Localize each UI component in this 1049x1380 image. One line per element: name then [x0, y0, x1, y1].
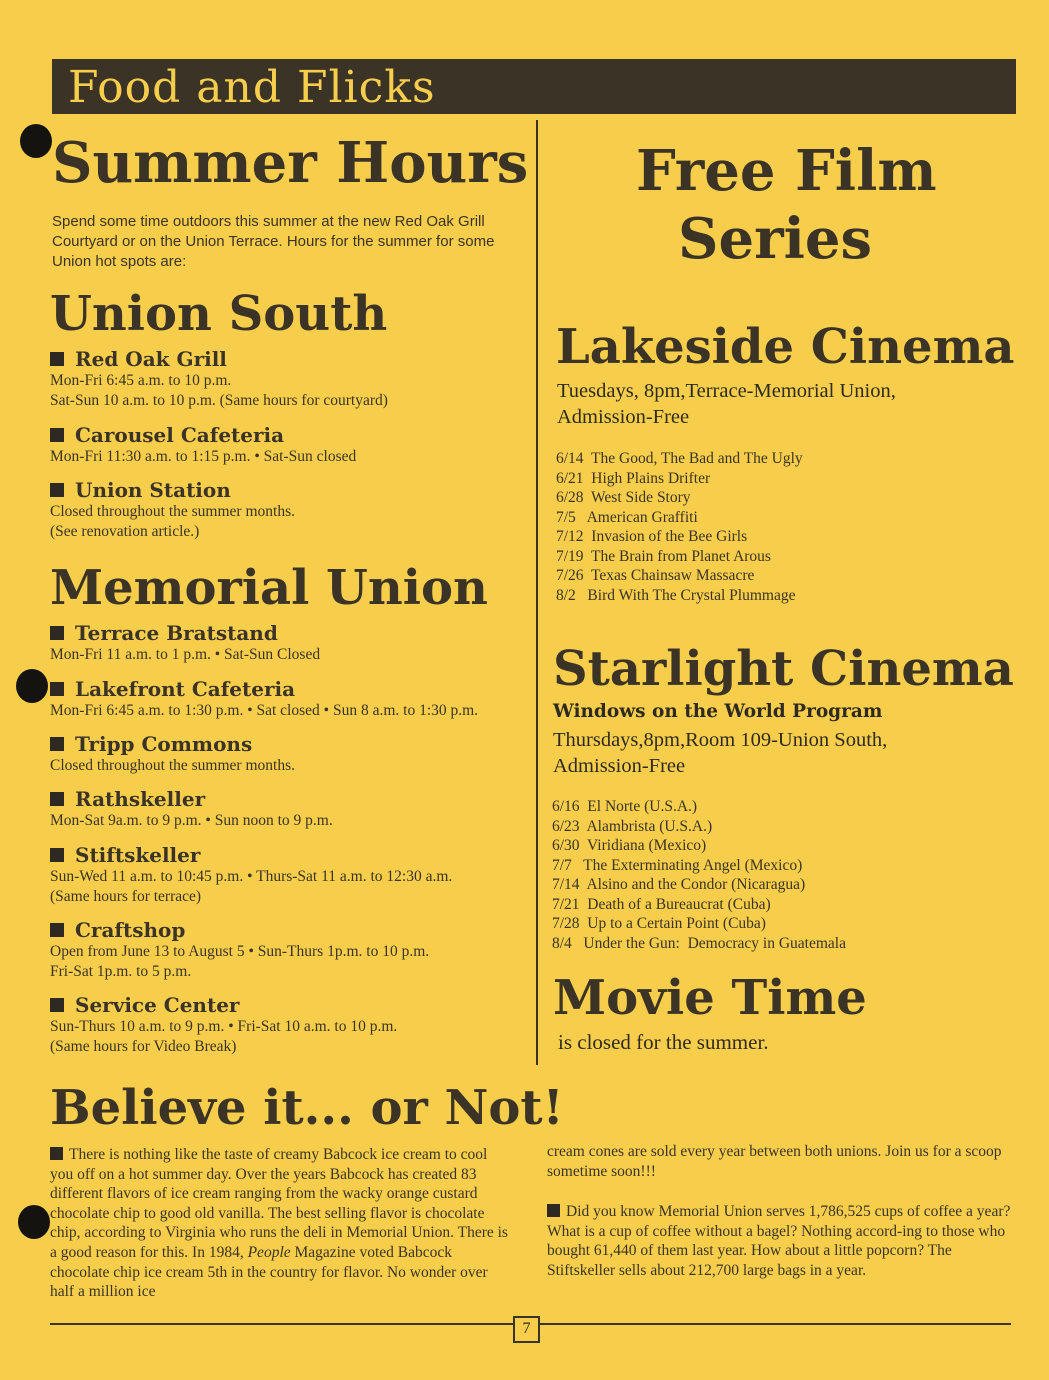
- venue-craftshop: [50, 918, 429, 982]
- film-listing: 7/19 The Brain from Planet Arous: [556, 547, 771, 565]
- venue-hours: Sun-Wed 11 a.m. to 10:45 p.m. • Thurs-Sat 11 a.m. to 12:30 a.m.: [50, 868, 453, 885]
- venue-name: Lakefront Cafeteria: [75, 677, 296, 701]
- venue-name: Red Oak Grill: [75, 347, 227, 371]
- venue-rathskeller: [50, 787, 333, 831]
- venue-name: Tripp Commons: [75, 732, 253, 756]
- starlight-info-line: Admission-Free: [553, 755, 686, 777]
- square-bullet-icon: [547, 1204, 560, 1217]
- column-divider: [536, 120, 538, 1065]
- venue-name: Rathskeller: [75, 787, 206, 811]
- venue-hours: Closed throughout the summer months.: [50, 757, 295, 774]
- free-film-title-line1: Free Film: [636, 138, 937, 204]
- starlight-info: [553, 727, 887, 779]
- square-bullet-icon: [50, 626, 64, 640]
- venue-lakefront-cafeteria: [50, 677, 478, 721]
- venue-hours: Closed throughout the summer months.: [50, 503, 295, 520]
- venue-hours: Sun-Thurs 10 a.m. to 9 p.m. • Fri-Sat 10 a.m. to 10 p.m.: [50, 1018, 398, 1035]
- venue-hours: (See renovation article.): [50, 523, 200, 540]
- believe-text: Did you know Memorial Union serves 1,786,525 cups of coffee a year? What is a cup of coffee without a bagel? Nothing accord-ing to those who bought 61,440 of them last year. How about a little popcorn? The Stiftskeller sells about 212,700 large bags in a year.: [547, 1203, 1011, 1279]
- film-listing: 6/28 West Side Story: [556, 489, 691, 506]
- union-south-title: Union South: [50, 286, 388, 342]
- film-listing: 6/30 Viridiana (Mexico): [552, 837, 707, 854]
- venue-hours: Mon-Fri 6:45 a.m. to 1:30 p.m. • Sat closed • Sun 8 a.m. to 1:30 p.m.: [50, 702, 479, 719]
- venue-stiftskeller: [50, 843, 452, 907]
- square-bullet-icon: [50, 352, 64, 366]
- free-film-title-line2: Series: [678, 206, 873, 272]
- square-bullet-icon: [50, 848, 64, 862]
- venue-name: Service Center: [75, 993, 240, 1017]
- venue-name: Union Station: [75, 478, 231, 502]
- lakeside-info-line: Tuesdays, 8pm,Terrace-Memorial Union,: [557, 380, 896, 402]
- summer-hours-title: Summer Hours: [52, 130, 529, 196]
- magazine-name: People: [247, 1243, 291, 1261]
- venue-service-center: [50, 993, 397, 1057]
- section-banner: [52, 59, 1016, 114]
- venue-hours: Mon-Fri 11 a.m. to 1 p.m. • Sat-Sun Closed: [50, 646, 321, 663]
- film-listing: 7/26 Texas Chainsaw Massacre: [556, 567, 755, 584]
- film-listing: 7/7 The Exterminating Angel (Mexico): [552, 856, 803, 874]
- punch-hole-bottom: [18, 1205, 50, 1239]
- square-bullet-icon: [50, 428, 64, 442]
- believe-text: There is nothing like the taste of creamy Babcock ice cream to cool you off on a hot summer day. Over the years Babcock has created 83 different flavors of ice cream ranging from the wacky orange custard chocolate chip to good old vanilla. The best selling flavor is chocolate chip, according to Virginia who runs the deli in Memorial Union. There is a good reason for this. In 1984,: [50, 1146, 508, 1261]
- film-listing: 7/21 Death of a Bureaucrat (Cuba): [552, 895, 771, 913]
- square-bullet-icon: [50, 737, 64, 751]
- venue-red-oak-grill: [50, 347, 388, 411]
- starlight-program: Windows on the World Program: [553, 701, 883, 722]
- film-listing: 8/4 Under the Gun: Democracy in Guatemala: [552, 934, 846, 952]
- page-number: 7: [513, 1316, 540, 1343]
- film-listing: 7/12 Invasion of the Bee Girls: [556, 528, 748, 545]
- venue-hours: Mon-Sat 9a.m. to 9 p.m. • Sun noon to 9 p.m.: [50, 812, 333, 829]
- square-bullet-icon: [50, 1147, 63, 1160]
- summer-hours-intro: Spend some time outdoors this summer at the new Red Oak Grill Courtyard or on the Union Terrace. Hours for the summer for some Union hot spots are:: [52, 213, 495, 270]
- film-listing: 8/2 Bird With The Crystal Plummage: [556, 586, 796, 604]
- believe-paragraph-1-continued: cream cones are sold every year between both unions. Join us for a scoop sometime soon!!!: [547, 1143, 1002, 1180]
- venue-hours: Mon-Fri 6:45 a.m. to 10 p.m.: [50, 372, 232, 389]
- venue-union-station: [50, 478, 295, 542]
- square-bullet-icon: [50, 923, 64, 937]
- believe-paragraph-1: [50, 1145, 512, 1302]
- film-listing: 7/5 American Graffiti: [556, 508, 698, 526]
- starlight-cinema-title: Starlight Cinema: [553, 641, 1014, 697]
- venue-name: Stiftskeller: [75, 843, 201, 867]
- venue-hours: Mon-Fri 11:30 a.m. to 1:15 p.m. • Sat-Sun closed: [50, 448, 357, 465]
- venue-name: Carousel Cafeteria: [75, 423, 285, 447]
- film-listing: 7/14 Alsino and the Condor (Nicaragua): [552, 876, 806, 893]
- film-listing: 6/16 El Norte (U.S.A.): [552, 798, 698, 815]
- venue-hours: (Same hours for Video Break): [50, 1038, 237, 1055]
- lakeside-info-line: Admission-Free: [557, 406, 690, 428]
- square-bullet-icon: [50, 682, 64, 696]
- square-bullet-icon: [50, 998, 64, 1012]
- venue-hours: Sat-Sun 10 a.m. to 10 p.m. (Same hours for courtyard): [50, 392, 388, 409]
- venue-hours: Fri-Sat 1p.m. to 5 p.m.: [50, 963, 192, 980]
- venue-name: Terrace Bratstand: [75, 621, 278, 645]
- lakeside-film-list: [556, 449, 803, 605]
- venue-terrace-bratstand: [50, 621, 320, 665]
- venue-carousel-cafeteria: [50, 423, 356, 467]
- movie-time-text: is closed for the summer.: [558, 1030, 769, 1054]
- memorial-union-title: Memorial Union: [50, 560, 488, 616]
- starlight-film-list: [552, 797, 846, 953]
- footer-rule-left: [50, 1323, 513, 1325]
- punch-hole-top: [20, 124, 52, 158]
- film-listing: 7/28 Up to a Certain Point (Cuba): [552, 915, 766, 932]
- film-listing: 6/23 Alambrista (U.S.A.): [552, 817, 713, 835]
- lakeside-info: [557, 378, 896, 430]
- venue-hours: (Same hours for terrace): [50, 888, 202, 905]
- lakeside-cinema-title: Lakeside Cinema: [556, 319, 1015, 375]
- venue-tripp-commons: [50, 732, 295, 776]
- film-listing: 6/14 The Good, The Bad and The Ugly: [556, 450, 803, 467]
- starlight-info-line: Thursdays,8pm,Room 109-Union South,: [553, 729, 888, 751]
- believe-title: Believe it... or Not!: [50, 1080, 564, 1136]
- believe-paragraph-2: [547, 1202, 1011, 1280]
- banner-title: Food and Flicks: [68, 62, 436, 113]
- venue-hours: Open from June 13 to August 5 • Sun-Thurs 1p.m. to 10 p.m.: [50, 943, 430, 960]
- film-listing: 6/21 High Plains Drifter: [556, 469, 711, 487]
- venue-name: Craftshop: [75, 918, 186, 942]
- punch-hole-middle: [16, 669, 48, 703]
- footer-rule-right: [540, 1323, 1011, 1325]
- believe-text: Magazine voted Babcock chocolate chip ice cream 5th in the country for flavor. No wonder over half a million ice: [50, 1243, 488, 1301]
- square-bullet-icon: [50, 792, 64, 806]
- square-bullet-icon: [50, 483, 64, 497]
- movie-time-title: Movie Time: [553, 970, 867, 1026]
